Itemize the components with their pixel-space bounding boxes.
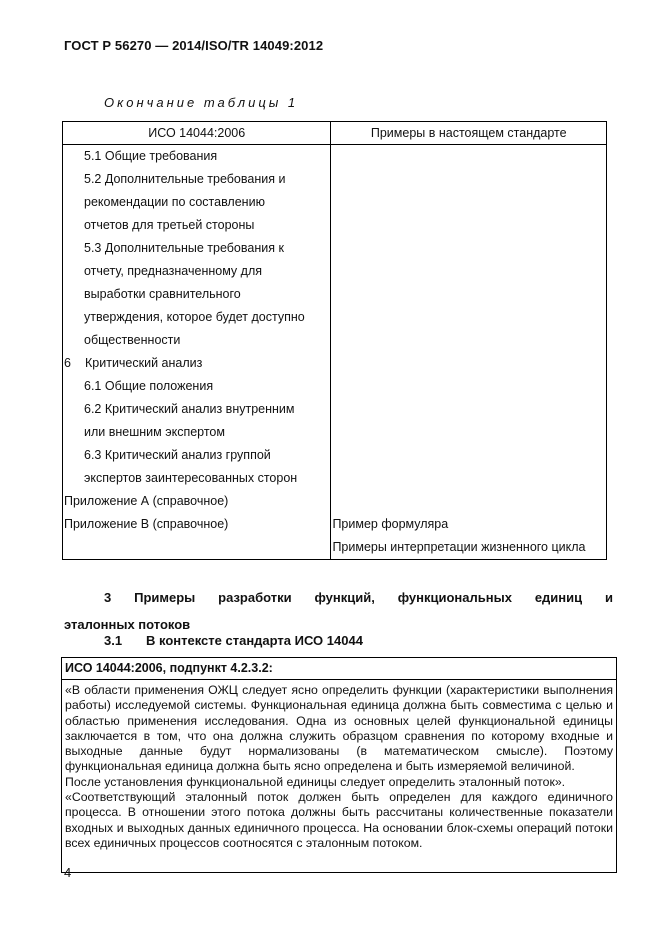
section-3-line-1: [64, 584, 613, 611]
table-cell-example-line: [331, 283, 606, 306]
table-cell-iso-line: [63, 398, 330, 421]
table-cell-iso-line: [63, 260, 330, 283]
clause-text: 6.2 Критический анализ внутренним: [84, 402, 295, 416]
table-cell-iso-line: [63, 214, 330, 237]
table-cell-iso-line: [63, 168, 330, 191]
table-cell-iso-line: [63, 283, 330, 306]
table-cell-example-line: [331, 191, 606, 214]
clause-text: выработки сравнительного: [84, 287, 241, 301]
clause-text: 5.2 Дополнительные требования и: [84, 172, 286, 186]
table-cell-iso-line: [63, 306, 330, 329]
clause-text: 5.1 Общие требования: [84, 149, 218, 163]
section-3-word: функций,: [314, 590, 375, 605]
table-cell-iso-line: [63, 490, 330, 513]
clause-text: Критический анализ: [85, 356, 203, 370]
table-cell-example-line: [331, 490, 606, 513]
table-cell-example-line: [331, 375, 606, 398]
clause-text: общественности: [84, 333, 181, 347]
table-1: [62, 121, 607, 560]
quote-paragraph: «В области применения ОЖЦ следует ясно определить функции (характеристики выполнения работы) исследуемой системы. Функциональная единица должна быть совместима с целью и областью применения исследования. Одна из основных целей функциональной единицы заключается в том, что она должна служить образцом сравнения по которому входные и выходные данные будут нормализованы (в математическом смысле). Поэтому функциональная единица должна быть ясно определена и быть измеряемой величиной.: [65, 683, 613, 774]
table-cell-iso-line: [63, 536, 330, 559]
table-cell-iso-line: [63, 444, 330, 467]
clause-text: рекомендации по составлению: [84, 195, 265, 209]
table-caption: Окончание таблицы 1: [104, 95, 299, 110]
clause-number: 6: [64, 356, 71, 370]
table-cell-iso-line: [63, 191, 330, 214]
table-cell-example-line: [331, 398, 606, 421]
section-3-word: единиц: [534, 590, 583, 605]
table-cell-example-line: Пример формуляра: [332, 517, 449, 531]
table-cell-iso-line: [63, 329, 330, 352]
section-3-number: 3: [104, 590, 112, 605]
section-3-line-2: эталонных потоков: [64, 617, 191, 632]
table-cell-example-line: [331, 214, 606, 237]
section-3-1-number: 3.1: [104, 633, 123, 648]
table-cell-example-line: [331, 260, 606, 283]
quote-box-heading: ИСО 14044:2006, подпункт 4.2.3.2:: [62, 658, 616, 680]
table-cell-iso-line: [63, 145, 330, 168]
table-cell-example-line: [331, 421, 606, 444]
section-3-word: функциональных: [397, 590, 512, 605]
table-cell-iso-line: [63, 352, 330, 375]
clause-text: отчетов для третьей стороны: [84, 218, 255, 232]
quote-box: [61, 657, 617, 873]
clause-text: экспертов заинтересованных сторон: [84, 471, 298, 485]
clause-text: 5.3 Дополнительные требования к: [84, 241, 284, 255]
document-header: ГОСТ Р 56270 — 2014/ISO/TR 14049:2012: [64, 38, 324, 53]
table-cell-example-line: [331, 237, 606, 260]
clause-text: отчету, предназначенному для: [84, 264, 263, 278]
table-column-iso: [63, 145, 331, 560]
table-cell-iso-line: [63, 513, 330, 536]
clause-text: Приложение А (справочное): [64, 494, 229, 508]
table-cell-iso-line: [63, 375, 330, 398]
clause-text: 6.1 Общие положения: [84, 379, 214, 393]
quote-paragraph: «Соответствующий эталонный поток должен быть определен для каждого единичного процесса. В отношении этого потока должны быть рассчитаны количественные показатели входных и выходных данных единичного процесса. На основании блок-схемы операций потоки всех единичных процессов соотносятся с эталонным потоком.: [65, 790, 613, 850]
table-cell-example-line: [331, 145, 606, 168]
clause-text: 6.3 Критический анализ группой: [84, 448, 271, 462]
table-cell-example-line: [331, 306, 606, 329]
table-cell-example-line: [331, 168, 606, 191]
table-header-iso: ИСО 14044:2006: [63, 122, 331, 145]
table-cell-iso-line: [63, 421, 330, 444]
section-3-1-title: В контексте стандарта ИСО 14044: [146, 633, 363, 648]
table-cell-example-line: Примеры интерпретации жизненного цикла: [332, 540, 586, 554]
clause-text: утверждения, которое будет доступно: [84, 310, 305, 324]
quote-paragraph: После установления функциональной единицы следует определить эталонный поток».: [65, 774, 566, 789]
section-3-1-heading: [104, 633, 363, 648]
table-cell-iso-line: [63, 467, 330, 490]
page-number: 4: [64, 865, 72, 880]
section-3-word: Примеры: [134, 590, 196, 605]
clause-text: или внешним экспертом: [84, 425, 225, 439]
table-header-examples: Примеры в настоящем стандарте: [331, 122, 607, 145]
section-3-word: разработки: [218, 590, 292, 605]
table-cell-example-line: [331, 352, 606, 375]
table-cell-example-line: [331, 444, 606, 467]
table-column-examples: [331, 145, 607, 560]
section-3-heading: [64, 584, 613, 638]
clause-text: Приложение В (справочное): [64, 517, 229, 531]
table-cell-iso-line: [63, 237, 330, 260]
section-3-word: и: [604, 590, 613, 605]
table-cell-example-line: [331, 467, 606, 490]
table-cell-example-line: [331, 329, 606, 352]
